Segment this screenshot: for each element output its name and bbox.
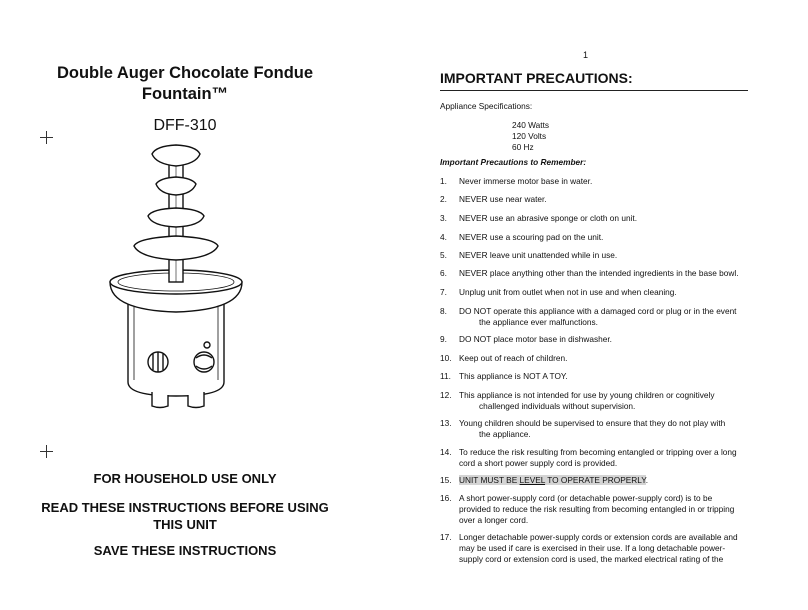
- list-item: 8. DO NOT operate this appliance with a damaged cord or plug or in the event the appliance ever malfunctions.: [440, 306, 737, 327]
- precautions-title: IMPORTANT PRECAUTIONS:: [440, 70, 633, 86]
- tier-large: [134, 236, 218, 260]
- read-instructions-notice: [30, 499, 340, 533]
- motor-base: [128, 302, 224, 396]
- list-item: 15. UNIT MUST BE LEVEL TO OPERATE PROPERLY.: [440, 475, 649, 485]
- page-number: 1: [583, 50, 589, 60]
- registration-mark-top: [40, 131, 53, 144]
- title-line-2: Fountain™: [141, 85, 229, 103]
- list-item: 1. Never immerse motor base in water.: [440, 176, 593, 186]
- list-item: 3. NEVER use an abrasive sponge or cloth on unit.: [440, 213, 638, 223]
- specs-label: Appliance Specifications:: [440, 101, 533, 111]
- tier-medium: [148, 208, 204, 227]
- list-item: 16. A short power-supply cord (or detachable power-supply cord) is to be provided to reduce the risk resulting from becoming entangled in or tripping over a longer cord.: [440, 493, 735, 525]
- list-item: 13. Young children should be supervised to ensure that they do not play with the appliance.: [440, 418, 726, 439]
- save-instructions-notice: SAVE THESE INSTRUCTIONS: [93, 543, 277, 558]
- indicator-light: [204, 342, 210, 348]
- list-item: 5. NEVER leave unit unattended while in use.: [440, 250, 618, 260]
- list-item: 7. Unplug unit from outlet when not in use and when cleaning.: [440, 287, 677, 297]
- spec-hz: 60 Hz: [512, 142, 534, 152]
- model-number: DFF-310: [153, 117, 217, 134]
- fountain-crown: [152, 145, 200, 166]
- read-line-2: THIS UNIT: [153, 517, 217, 532]
- manual-title: [40, 63, 330, 105]
- list-item: 14. To reduce the risk resulting from becoming entangled or tripping over a long cord a short power supply cord is provided.: [440, 447, 737, 468]
- list-item: 17. Longer detachable power-supply cords or extension cords are available and may be used if care is exercised in their use. If a long detachable power- supply cord or extension cord is used, the marked electrical rating of the: [440, 532, 738, 564]
- list-item: 11. This appliance is NOT A TOY.: [440, 371, 568, 381]
- title-line-1: Double Auger Chocolate Fondue: [56, 64, 314, 82]
- highlighted-warning: UNIT MUST BE LEVEL TO OPERATE PROPERLY: [459, 475, 646, 485]
- list-item: 4. NEVER use a scouring pad on the unit.: [440, 232, 604, 242]
- list-item: 9. DO NOT place motor base in dishwasher.: [440, 334, 612, 344]
- fondue-fountain-illustration: [106, 140, 256, 412]
- read-line-1: READ THESE INSTRUCTIONS BEFORE USING: [41, 500, 329, 515]
- spec-volts: 120 Volts: [512, 131, 547, 141]
- tier-small: [156, 177, 196, 195]
- list-item: 10. Keep out of reach of children.: [440, 353, 568, 363]
- precautions-heading: Important Precautions to Remember:: [440, 157, 587, 167]
- registration-mark-bottom: [40, 445, 53, 458]
- spec-watts: 240 Watts: [512, 120, 550, 130]
- precautions-list-container: [440, 0, 750, 610]
- list-item: 6. NEVER place anything other than the intended ingredients in the base bowl.: [440, 268, 739, 278]
- household-use-notice: FOR HOUSEHOLD USE ONLY: [93, 471, 277, 486]
- list-item: 2. NEVER use near water.: [440, 194, 547, 204]
- list-item: 12. This appliance is not intended for use by young children or cognitively challenged individuals without supervision.: [440, 390, 715, 411]
